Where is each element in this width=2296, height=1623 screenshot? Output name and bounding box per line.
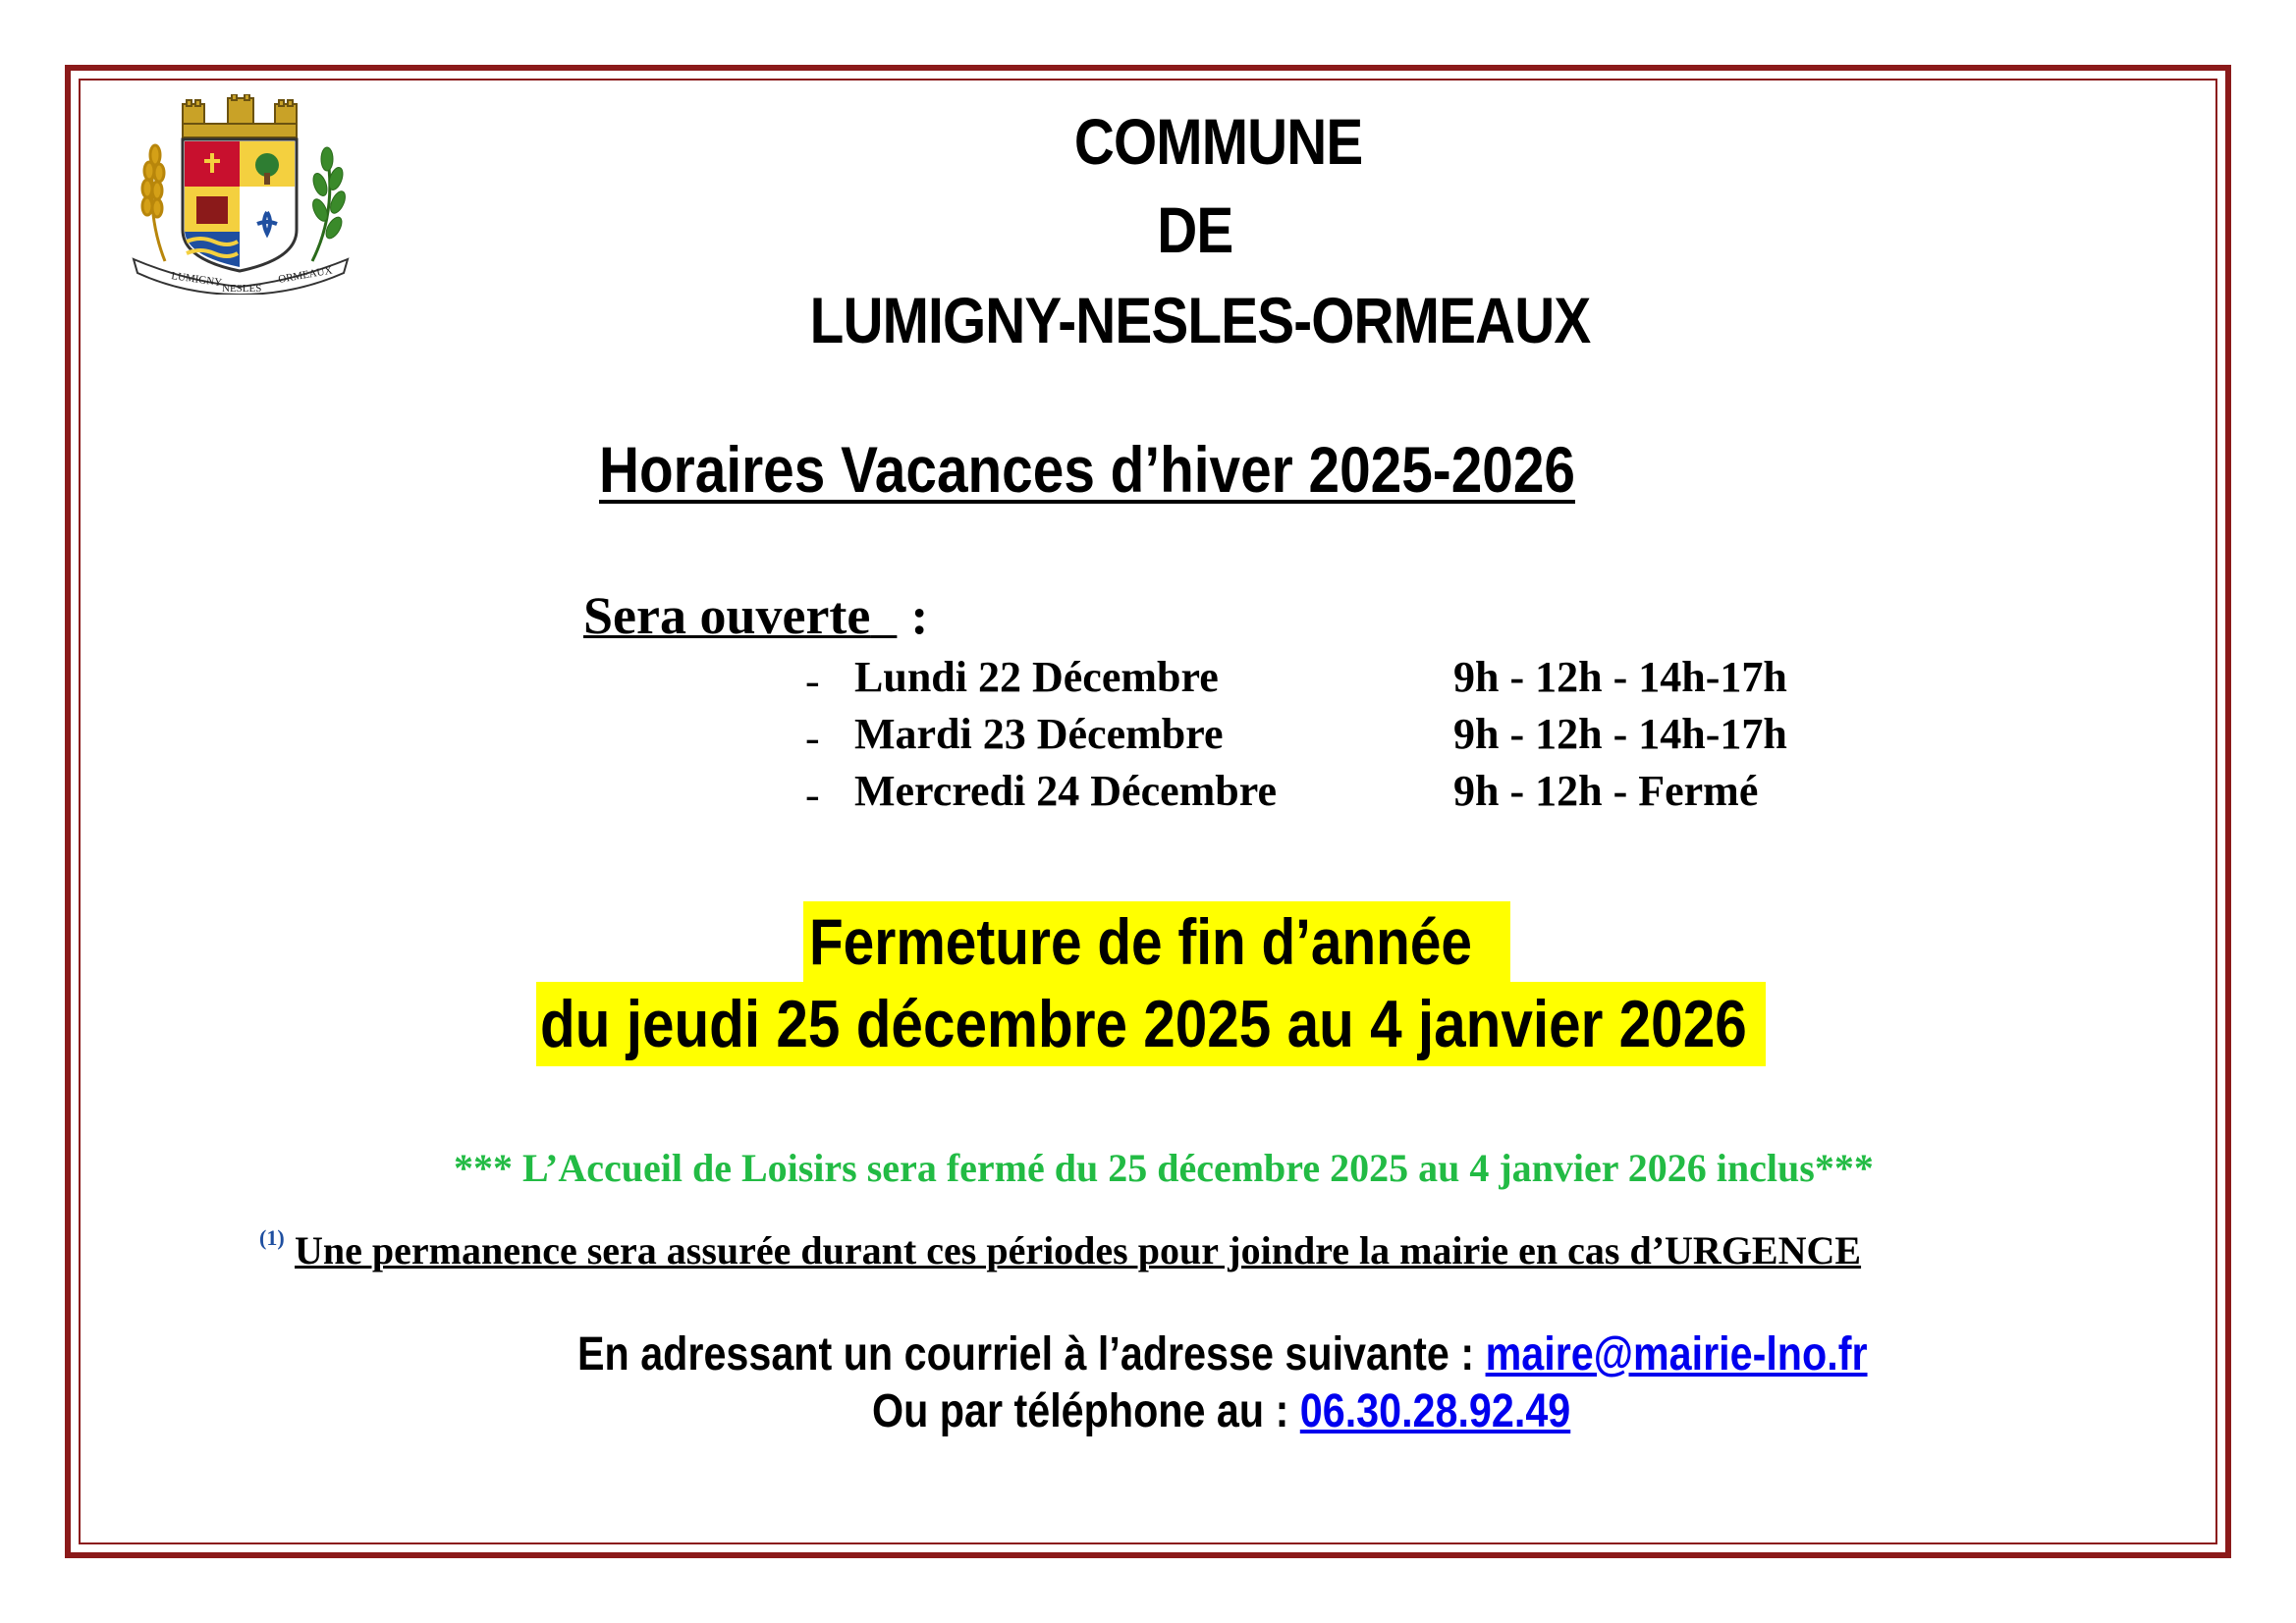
crest-ribbon-left: LUMIGNY	[170, 270, 223, 290]
open-heading-wrap	[583, 585, 928, 646]
contact-phone-link[interactable]: 06.30.28.92.49	[1299, 1385, 1571, 1437]
schedule-hours: 9h - 12h - Fermé	[1453, 767, 1759, 815]
permanence-notice: Une permanence sera assurée durant ces périodes pour joindre la mairie en cas d’URGENCE	[295, 1228, 1862, 1272]
page-subtitle: Horaires Vacances d’hiver 2025-2026	[599, 433, 1575, 506]
contact-email-link[interactable]: maire@mairie-lno.fr	[1485, 1328, 1868, 1380]
leisure-center-notice: *** L’Accueil de Loisirs sera fermé du 25 décembre 2025 au 4 janvier 2026 inclus***	[454, 1146, 1874, 1190]
town-crest-logo	[126, 94, 354, 295]
contact-phone-prefix: Ou par téléphone au :	[872, 1385, 1300, 1437]
closure-dates	[536, 982, 1766, 1066]
schedule-day: Lundi 22 Décembre	[854, 653, 1219, 701]
header-de: DE	[1157, 193, 1233, 266]
schedule-hours: 9h - 12h - 14h-17h	[1453, 710, 1787, 758]
schedule-bullet: -	[805, 771, 820, 819]
schedule-day: Mercredi 24 Décembre	[854, 767, 1278, 815]
schedule-bullet: -	[805, 657, 820, 705]
header-commune: COMMUNE	[1073, 105, 1363, 178]
open-heading-gap	[870, 586, 897, 645]
closure-title-text: Fermeture de fin d’année	[809, 905, 1472, 978]
schedule-bullet: -	[805, 714, 820, 762]
crest-ribbon-center: NESLES	[222, 283, 262, 295]
crest-ribbon-right: ORMEAUX	[277, 264, 334, 286]
contact-email-line	[577, 1327, 2077, 1381]
contact-email-wrap	[577, 1327, 1868, 1381]
schedule-day: Mardi 23 Décembre	[854, 710, 1224, 758]
closure-title	[803, 901, 1510, 982]
contact-phone-line	[872, 1384, 1684, 1438]
open-heading: Sera ouverte	[583, 586, 871, 645]
contact-email-prefix: En adressant un courriel à l’adresse suivante :	[577, 1328, 1486, 1380]
header-town-name: LUMIGNY-NESLES-ORMEAUX	[809, 284, 1591, 356]
schedule-hours: 9h - 12h - 14h-17h	[1453, 653, 1787, 701]
contact-phone-wrap	[872, 1384, 1570, 1438]
footnote-marker: (1)	[259, 1225, 285, 1250]
open-heading-colon: :	[910, 586, 929, 645]
closure-dates-text: du jeudi 25 décembre 2025 au 4 janvier 2026	[540, 987, 1747, 1061]
